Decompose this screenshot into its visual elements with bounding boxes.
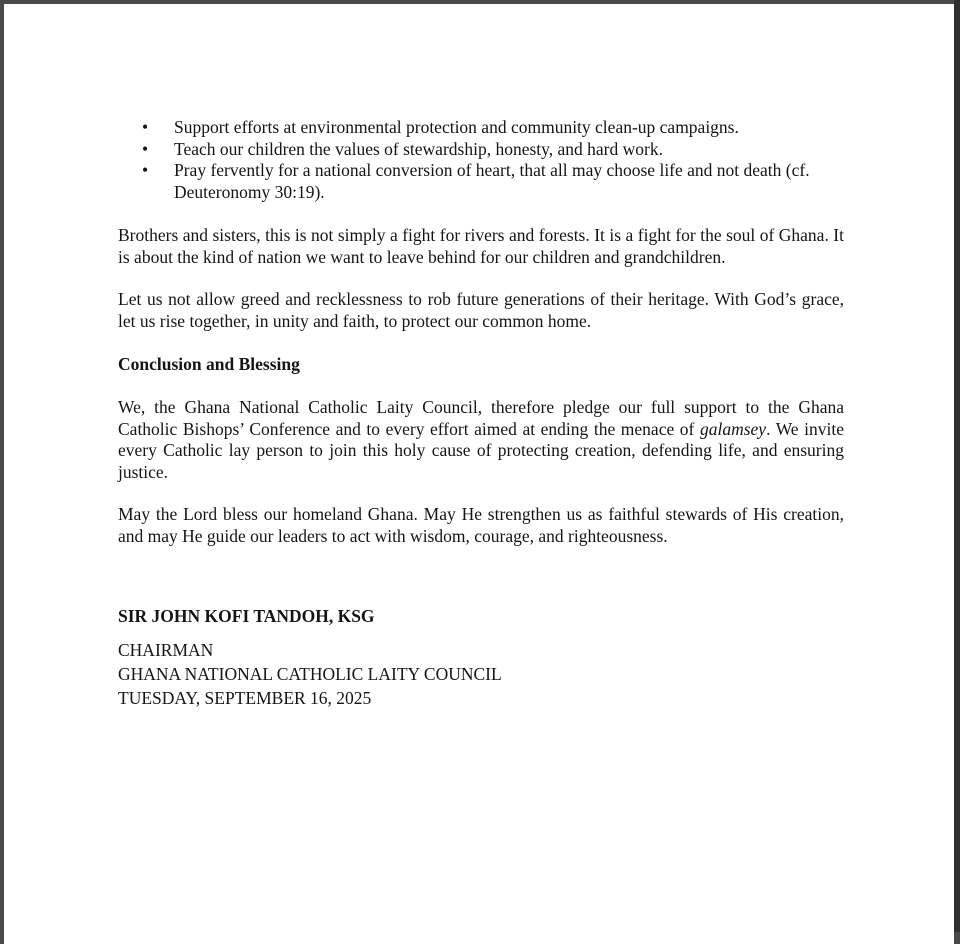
emphasis-text: galamsey — [699, 418, 767, 439]
paragraph-text: . We invite every Catholic lay person to join this holy cause of protecting creation, defending life, and ensuring justice. — [118, 418, 844, 482]
bullet-icon: • — [142, 138, 149, 159]
body-paragraph — [118, 397, 844, 483]
page-edge — [954, 0, 960, 932]
bullet-icon: • — [142, 117, 149, 137]
signatory-title: CHAIRMAN — [118, 640, 214, 660]
document-page — [4, 4, 954, 944]
list-item-text: Teach our children the values of stewardship, honesty, and hard work. — [174, 138, 663, 159]
list-item — [4, 117, 854, 139]
organization-name: GHANA NATIONAL CATHOLIC LAITY COUNCIL — [118, 664, 502, 684]
bullet-list — [4, 117, 854, 203]
list-item-text: Support efforts at environmental protection and community clean-up campaigns. — [174, 117, 739, 137]
list-item-text: Pray fervently for a national conversion of heart, that all may choose life and not death (cf. Deuteronomy 30:19). — [174, 160, 810, 202]
paragraph-text: We, the Ghana National Catholic Laity Council, therefore pledge our full support to the Ghana Catholic Bishops’ Conference and to every effort aimed at ending the menace of — [118, 397, 844, 439]
body-paragraph: May the Lord bless our homeland Ghana. May He strengthen us as faithful stewards of His creation, and may He guide our leaders to act with wisdom, courage, and righteousness. — [118, 504, 844, 546]
section-heading: Conclusion and Blessing — [118, 354, 300, 374]
body-paragraph: Let us not allow greed and recklessness to rob future generations of their heritage. With God’s grace, let us rise together, in unity and faith, to protect our common home. — [118, 289, 844, 331]
bullet-icon: • — [142, 160, 149, 180]
document-date: TUESDAY, SEPTEMBER 16, 2025 — [118, 688, 372, 708]
list-item — [4, 160, 854, 203]
signatory-name: SIR JOHN KOFI TANDOH, KSG — [118, 606, 375, 626]
list-item — [4, 139, 854, 161]
signature-block — [118, 640, 844, 712]
body-paragraph: Brothers and sisters, this is not simply a fight for rivers and forests. It is a fight for the soul of Ghana. It is about the kind of nation we want to leave behind for our children and grandchildren. — [118, 225, 844, 267]
